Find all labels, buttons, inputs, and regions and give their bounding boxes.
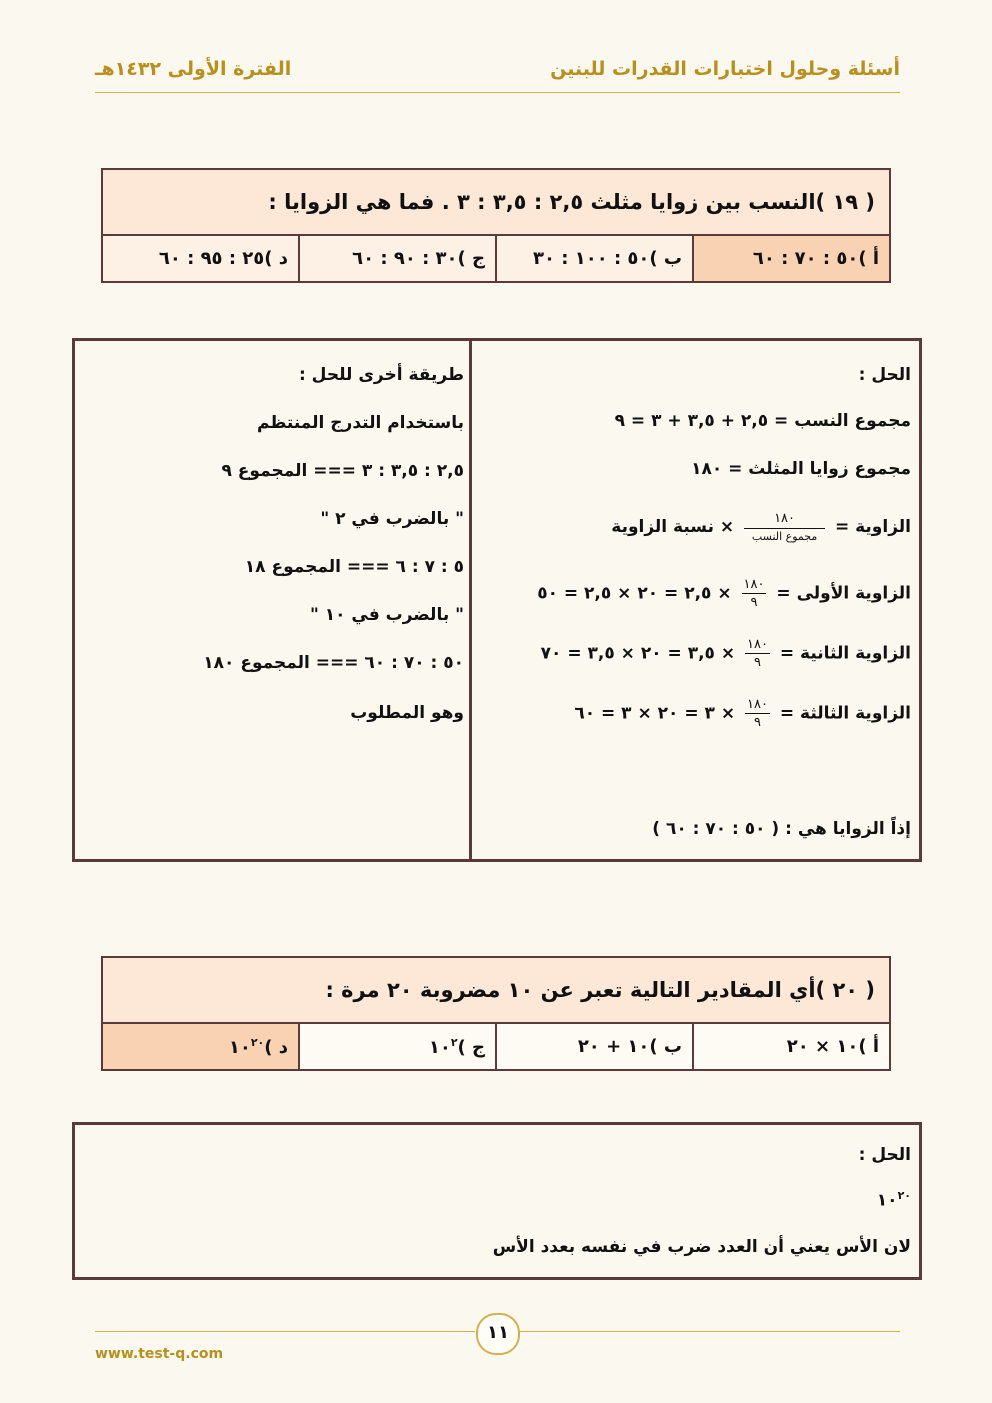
fraction-numerator: ١٨٠ xyxy=(747,637,768,652)
solution-20-reason: لان الأس يعني أن العدد ضرب في نفسه بعدد الأس xyxy=(492,1237,911,1257)
q19-option-b[interactable]: ب )٥٠ : ١٠٠ : ٣٠ xyxy=(496,235,693,282)
third-angle-fraction xyxy=(745,697,770,730)
formula-numerator: ١٨٠ xyxy=(744,511,825,529)
q20-option-d[interactable] xyxy=(102,1023,299,1070)
website-link[interactable]: www.test-q.com xyxy=(95,1346,224,1362)
second-angle-lhs: الزاوية الثانية = xyxy=(779,643,911,664)
formula-denominator: مجموع النسب xyxy=(751,530,818,543)
q20-option-d-exponent: ٢٠ xyxy=(250,1035,265,1049)
q20-option-c[interactable] xyxy=(299,1023,496,1070)
fraction-denominator: ٩ xyxy=(750,595,758,610)
alt-method-line-1: باستخدام التدرج المنتظم xyxy=(256,413,464,433)
answer-base: ١٠ xyxy=(876,1190,898,1211)
q20-option-d-base: د )١٠ xyxy=(228,1036,288,1058)
second-angle xyxy=(541,637,911,670)
alt-method-heading: طريقة أخرى للحل : xyxy=(298,365,464,385)
formula-lhs: الزاوية = xyxy=(834,517,911,537)
question-19-text: ( ١٩ )النسب بين زوايا مثلث ٢,٥ : ٣,٥ : ٣ . فما هي الزوايا : xyxy=(102,169,890,235)
question-20-text: ( ٢٠ )أي المقادير التالية تعبر عن ١٠ مضروبة ٢٠ مرة : xyxy=(102,957,890,1023)
q19-option-d[interactable]: د )٢٥ : ٩٥ : ٦٠ xyxy=(102,235,299,282)
fraction-numerator: ١٨٠ xyxy=(747,697,768,712)
first-angle-rhs: × ٢,٥ = ٢٠ × ٢,٥ = ٥٠ xyxy=(537,583,732,604)
sum-of-ratios: مجموع النسب = ٢,٥ + ٣,٥ + ٣ = ٩ xyxy=(614,411,911,431)
footer-rule-left xyxy=(95,1331,475,1332)
first-angle xyxy=(537,577,911,610)
fraction-numerator: ١٨٠ xyxy=(743,577,765,592)
sum-of-angles: مجموع زوايا المثلث = ١٨٠ xyxy=(691,459,911,479)
q20-option-c-exponent: ٢ xyxy=(450,1035,458,1049)
fraction-denominator: ٩ xyxy=(753,655,761,670)
page-number: ١١ xyxy=(476,1313,520,1355)
book-title: أسئلة وحلول اختبارات القدرات للبنين xyxy=(550,58,900,80)
header-rule xyxy=(95,92,900,93)
q20-option-b[interactable]: ب )١٠ + ٢٠ xyxy=(496,1023,693,1070)
answer-exponent: ٢٠ xyxy=(897,1189,911,1202)
q20-option-a[interactable]: أ )١٠ × ٢٠ xyxy=(693,1023,890,1070)
formula-rhs: × نسبة الزاوية xyxy=(611,517,735,537)
question-20-box xyxy=(101,956,891,1071)
exam-period: الفترة الأولى ١٤٣٢هـ xyxy=(95,58,292,80)
solution-conclusion: إذاً الزوايا هي : ( ٥٠ : ٧٠ : ٦٠ ) xyxy=(652,819,911,839)
second-angle-rhs: × ٣,٥ = ٢٠ × ٣,٥ = ٧٠ xyxy=(540,643,736,664)
question-19-box xyxy=(101,168,891,283)
solution-heading: الحل : xyxy=(858,365,911,385)
alt-method-line-6: ٥٠ : ٧٠ : ٦٠ === المجموع ١٨٠ xyxy=(203,653,464,673)
solution-20-heading: الحل : xyxy=(858,1145,911,1165)
third-angle-lhs: الزاوية الثالثة = xyxy=(779,703,911,724)
third-angle xyxy=(574,697,911,730)
solution-20-answer xyxy=(877,1189,911,1211)
q20-option-c-base: ج )١٠ xyxy=(428,1036,485,1058)
formula-fraction xyxy=(744,511,825,543)
solution-19-box xyxy=(72,338,922,862)
alt-method-line-4: ٥ : ٧ : ٦ === المجموع ١٨ xyxy=(244,557,464,577)
alt-method-line-7: وهو المطلوب xyxy=(350,703,464,723)
third-angle-rhs: × ٣ = ٢٠ × ٣ = ٦٠ xyxy=(574,703,736,724)
alt-method-line-5: " بالضرب في ١٠ " xyxy=(309,605,464,625)
solution-20-box xyxy=(72,1122,922,1280)
angle-formula xyxy=(611,511,911,543)
first-angle-lhs: الزاوية الأولى = xyxy=(776,583,911,604)
q19-option-a[interactable]: أ )٥٠ : ٧٠ : ٦٠ xyxy=(693,235,890,282)
q19-option-c[interactable]: ج )٣٠ : ٩٠ : ٦٠ xyxy=(299,235,496,282)
first-angle-fraction xyxy=(742,577,767,610)
fraction-denominator: ٩ xyxy=(753,715,761,730)
footer-rule-right xyxy=(518,1331,900,1332)
solution-divider xyxy=(469,341,472,859)
alt-method-line-2: ٢,٥ : ٣,٥ : ٣ === المجموع ٩ xyxy=(221,461,464,481)
second-angle-fraction xyxy=(745,637,770,670)
alt-method-line-3: " بالضرب في ٢ " xyxy=(320,509,464,529)
